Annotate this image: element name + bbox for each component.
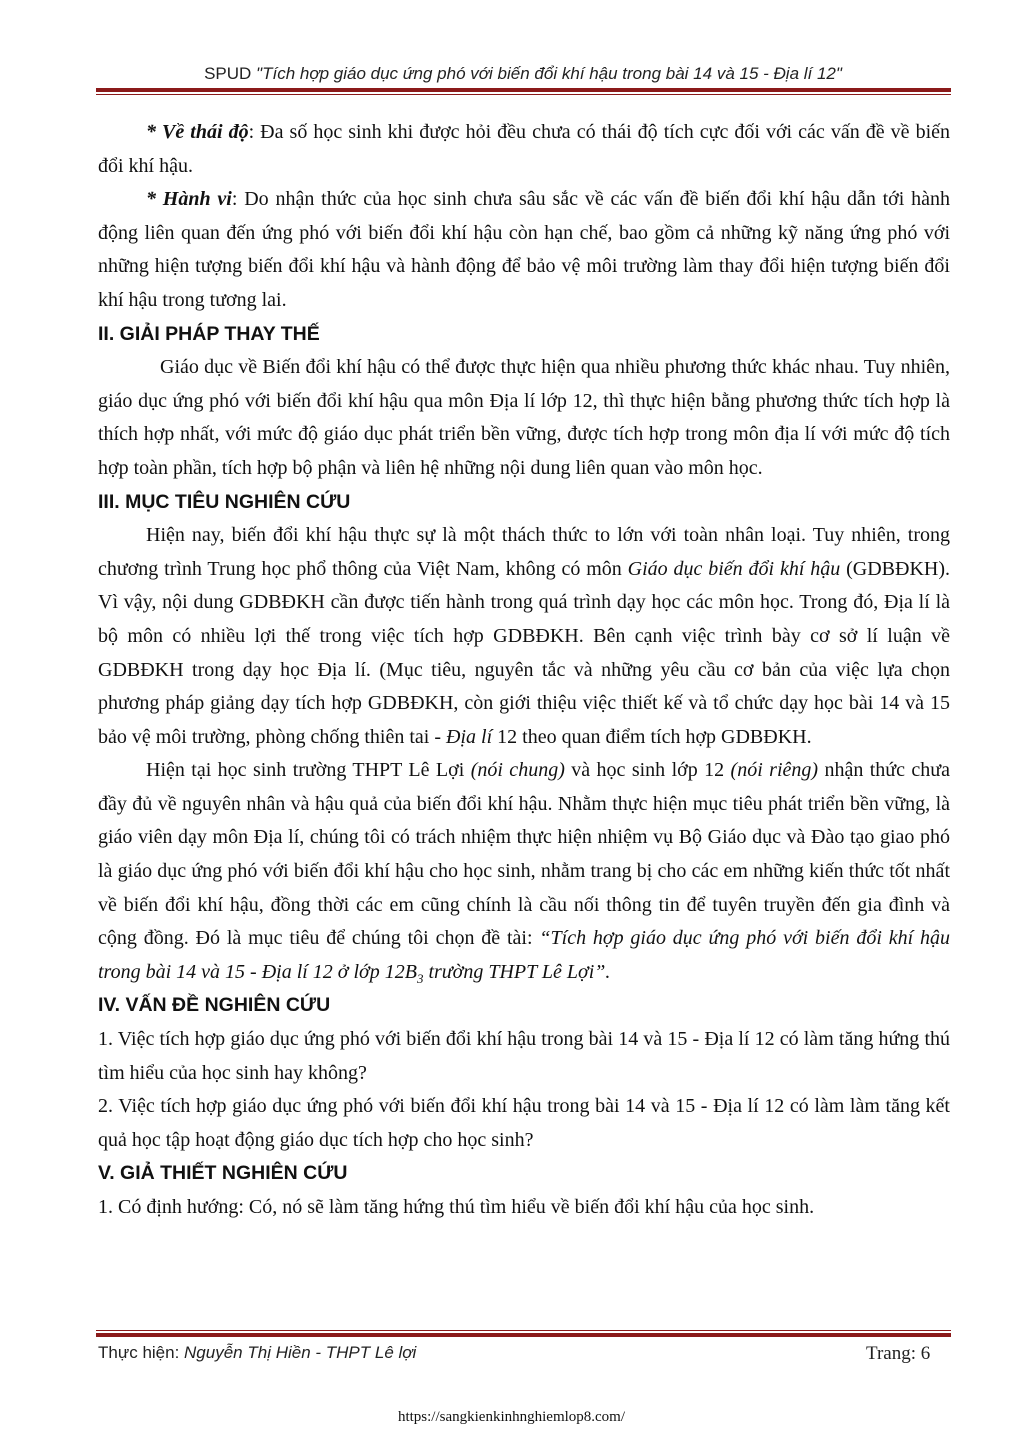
- behavior-label: * Hành vi: [146, 188, 232, 211]
- paragraph-objectives-1: Hiện nay, biến đổi khí hậu thực sự là một thách thức to lớn với toàn nhân loại. Tuy nhiên, trong chương trình Trung học phổ thông của Việt Nam, không có môn Giáo dục biến đổi khí hậu (GDBĐKH). Vì vậy, nội dung GDBĐKH cần được tiến hành trong quá trình dạy học các môn học. Trong đó, Địa lí là bộ môn có nhiều lợi thế trong việc tích hợp GDBĐKH. Bên cạnh việc trình bày cơ sở lí luận về GDBĐKH trong dạy học Địa lí. (Mục tiêu, nguyên tắc và những yêu cầu cơ bản của việc lựa chọn phương pháp giảng dạy tích hợp GDBĐKH, còn giới thiệu việc thiết kế và tổ chức dạy học bài 14 và 15 bảo vệ môi trường, phòng chống thiên tai - Địa lí 12 theo quan điểm tích hợp GDBĐKH.: [98, 524, 950, 748]
- paragraph-solution: Giáo dục về Biến đổi khí hậu có thể được thực hiện qua nhiều phương thức khác nhau. Tuy nhiên, giáo dục ứng phó với biến đổi khí hậu qua môn Địa lí lớp 12, thì thực hiện bằng phương thức tích hợp là thích hợp nhất, với mức độ giáo dục phát triển bền vững, được tích hợp trong môn địa lí với mức độ tích hợp toàn phần, tích hợp bộ phận và liên hệ những nội dung liên quan vào môn học.: [98, 356, 950, 479]
- section-heading-objectives: III. MỤC TIÊU NGHIÊN CỨU: [98, 490, 351, 513]
- footer-author: Thực hiện: Nguyễn Thị Hiền - THPT Lê lợi: [98, 1343, 417, 1362]
- page-content: [98, 116, 950, 1225]
- paragraph-behavior: * Hành vi: Do nhận thức của học sinh chưa sâu sắc về các vấn đề biến đổi khí hậu dẫn tới hành động liên quan đến ứng phó với biến đổi khí hậu còn hạn chế, bao gồm cả những kỹ năng ứng phó với những hiện tượng biến đổi khí hậu và hành động để bảo vệ môi trường làm thay đổi hiện tượng biến đổi khí hậu trong tương lai.: [98, 188, 950, 311]
- section-heading-hypothesis: V. GIẢ THIẾT NGHIÊN CỨU: [98, 1162, 348, 1185]
- paragraph-hypothesis-1: 1. Có định hướng: Có, nó sẽ làm tăng hứng thú tìm hiểu về biến đổi khí hậu của học sinh.: [98, 1196, 815, 1218]
- page-number: Trang: 6: [866, 1343, 931, 1364]
- header-prefix: SPUD: [204, 64, 257, 83]
- section-heading-solution: II. GIẢI PHÁP THAY THẾ: [98, 322, 320, 345]
- paragraph-objectives-2: Hiện tại học sinh trường THPT Lê Lợi (nói chung) và học sinh lớp 12 (nói riêng) nhận thức chưa đầy đủ về nguyên nhân và hậu quả của biến đổi khí hậu. Nhằm thực hiện mục tiêu phát triển bền vững, là giáo viên dạy môn Địa lí, chúng tôi có trách nhiệm thực hiện nhiệm vụ Bộ Giáo dục và Đào tạo giao phó là giáo dục ứng phó với biến đổi khí hậu cho học sinh, nhằm trang bị cho các em những kiến thức tốt nhất về biến đổi khí hậu, đồng thời các em cũng chính là cầu nối thông tin để tuyên truyền đến gia đình và cộng đồng. Đó là mục tiêu để chúng tôi chọn đề tài: “Tích hợp giáo dục ứng phó với biến đổi khí hậu trong bài 14 và 15 - Địa lí 12 ở lớp $12B_3$ trường THPT Lê Lợi”.: [98, 759, 950, 986]
- footer-rule-thick: [96, 1333, 951, 1337]
- paragraph-problem-2: 2. Việc tích hợp giáo dục ứng phó với biến đổi khí hậu trong bài 14 và 15 - Địa lí 12 có làm làm tăng kết quả học tập hoạt động giáo dục tích hợp cho học sinh?: [98, 1095, 950, 1151]
- source-url-link[interactable]: https://sangkienkinhnghiemlop8.com/: [397, 1409, 626, 1425]
- header-rule-thick: [96, 88, 951, 92]
- topic-title: “Tích hợp giáo dục ứng phó với biến đổi khí hậu trong bài 14 và 15 - Địa lí 12 ở lớp $12B_3$ trường THPT Lê Lợi”.: [98, 927, 950, 986]
- attitude-label: * Về thái độ: [146, 121, 249, 143]
- paragraph-attitude: * Về thái độ: Đa số học sinh khi được hỏi đều chưa có thái độ tích cực đối với các vấn đề về biến đổi khí hậu.: [98, 121, 951, 177]
- footer-rule-thin: [96, 1330, 951, 1331]
- header-rule-thin: [96, 94, 951, 95]
- paragraph-problem-1: 1. Việc tích hợp giáo dục ứng phó với biến đổi khí hậu trong bài 14 và 15 - Địa lí 12 có làm tăng hứng thú tìm hiểu của học sinh hay không?: [98, 1028, 950, 1084]
- running-header: [98, 64, 948, 84]
- header-title: "Tích hợp giáo dục ứng phó với biến đổi khí hậu trong bài 14 và 15 - Địa lí 12": [256, 64, 842, 83]
- section-heading-problems: IV. VẤN ĐỀ NGHIÊN CỨU: [98, 994, 331, 1017]
